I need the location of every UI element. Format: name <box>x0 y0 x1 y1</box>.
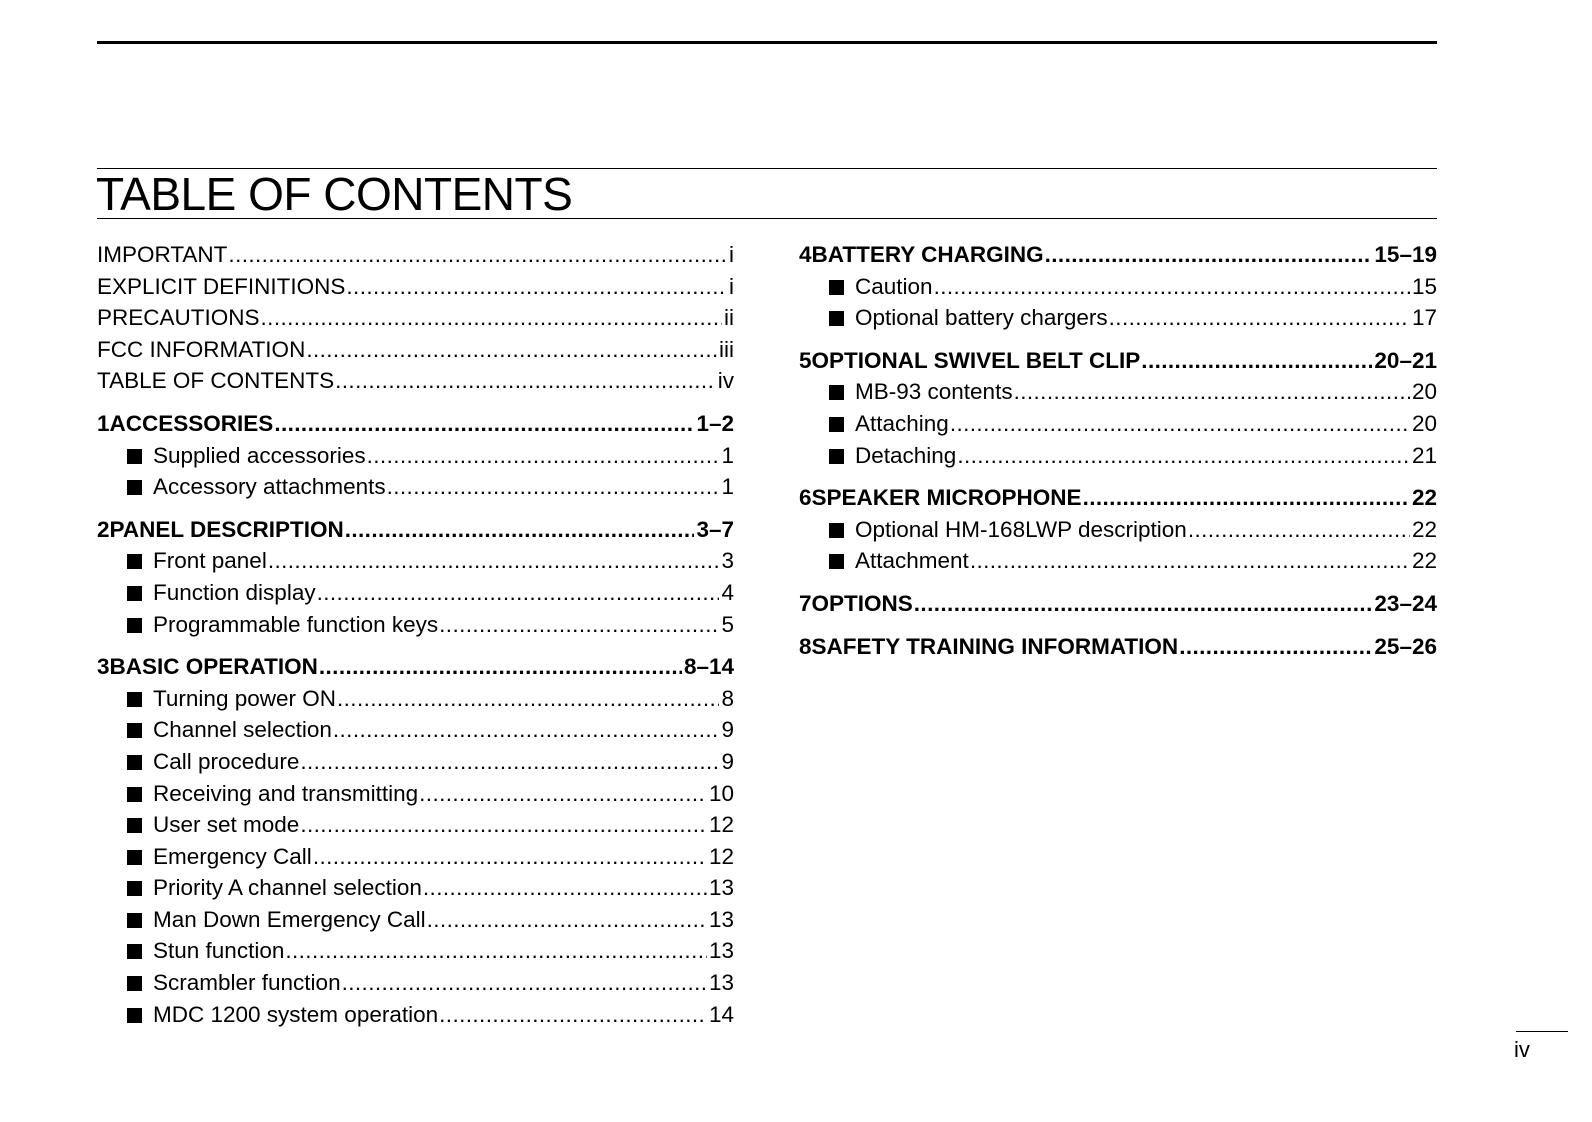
toc-chapter-entry[interactable] <box>799 239 1437 271</box>
toc-entry-text: PRECAUTIONS <box>97 305 260 331</box>
toc-entry-text: Front panel <box>153 548 267 574</box>
toc-section-entry[interactable] <box>97 609 734 641</box>
square-bullet-icon <box>829 311 844 326</box>
toc-page-ref: 9 <box>721 748 734 774</box>
toc-page-ref: 10 <box>708 780 734 806</box>
toc-section-entry[interactable] <box>799 440 1437 472</box>
dot-leader <box>274 408 694 440</box>
toc-page-ref: iii <box>719 336 734 362</box>
toc-entry-label <box>127 746 299 778</box>
toc-entry-text: ACCESSORIES <box>109 410 274 436</box>
dot-leader <box>300 746 719 778</box>
toc-page-ref: 5 <box>721 611 734 637</box>
toc-page-ref: 1–2 <box>696 410 734 436</box>
toc-front-entry[interactable] <box>97 365 734 397</box>
toc-entry-label <box>110 408 274 440</box>
toc-page-ref: 1 <box>721 474 734 500</box>
toc-page-ref: 22 <box>1411 516 1437 542</box>
square-bullet-icon <box>127 850 142 865</box>
toc-section-entry[interactable] <box>97 904 734 936</box>
toc-page-ref: 12 <box>708 843 734 869</box>
header-rule <box>97 41 1437 44</box>
toc-entry-label <box>812 482 1082 514</box>
toc-page-ref: 1 <box>721 442 734 468</box>
toc-entry-label <box>829 408 949 440</box>
toc-entry-text: FCC INFORMATION <box>97 336 306 362</box>
toc-entry-text: Stun function <box>153 938 285 964</box>
toc-section-entry[interactable] <box>97 872 734 904</box>
chapter-number: 7 <box>799 590 812 616</box>
toc-entry-text: Call procedure <box>153 748 300 774</box>
toc-entry-label <box>812 631 1179 663</box>
toc-section-entry[interactable] <box>97 778 734 810</box>
toc-section-entry[interactable] <box>97 714 734 746</box>
dot-leader <box>268 545 720 577</box>
toc-section-entry[interactable] <box>97 841 734 873</box>
toc-entry-label <box>127 440 366 472</box>
toc-section-entry[interactable] <box>97 471 734 503</box>
toc-page-ref: i <box>729 273 734 299</box>
toc-page-ref: 21 <box>1411 442 1437 468</box>
toc-page-ref: ii <box>724 305 734 331</box>
toc-chapter-entry[interactable] <box>799 345 1437 377</box>
chapter-number: 5 <box>799 347 812 373</box>
square-bullet-icon <box>127 618 142 633</box>
toc-page-ref: 13 <box>708 906 734 932</box>
toc-entry-label <box>829 302 1108 334</box>
dot-leader <box>1179 631 1372 663</box>
toc-section-entry[interactable] <box>799 545 1437 577</box>
toc-entry-text: TABLE OF CONTENTS <box>97 368 335 394</box>
dot-leader <box>387 471 720 503</box>
toc-entry-text: OPTIONS <box>811 590 913 616</box>
page-number: iv <box>1514 1037 1530 1062</box>
dot-leader <box>419 778 707 810</box>
toc-entry-text: BASIC OPERATION <box>109 654 318 680</box>
dot-leader <box>1045 239 1373 271</box>
toc-page-ref: 20 <box>1411 410 1437 436</box>
toc-entry-label <box>829 440 956 472</box>
square-bullet-icon <box>127 586 142 601</box>
square-bullet-icon <box>127 944 142 959</box>
toc-entry-text: Turning power ON <box>153 685 336 711</box>
toc-page-ref: 13 <box>708 970 734 996</box>
toc-entry-text: MB-93 contents <box>855 379 1013 405</box>
square-bullet-icon <box>127 787 142 802</box>
toc-section-entry[interactable] <box>799 408 1437 440</box>
dot-leader <box>319 651 682 683</box>
dot-leader <box>261 302 722 334</box>
square-bullet-icon <box>127 723 142 738</box>
toc-front-entry[interactable] <box>97 334 734 366</box>
toc-entry-text: Detaching <box>855 442 957 468</box>
toc-entry-label <box>829 271 933 303</box>
toc-page-ref: 8 <box>721 685 734 711</box>
toc-section-entry[interactable] <box>97 683 734 715</box>
square-bullet-icon <box>127 913 142 928</box>
dot-leader <box>950 408 1410 440</box>
toc-entry-text: Attaching <box>855 410 949 436</box>
toc-page-ref: 20 <box>1411 379 1437 405</box>
toc-page-ref: 4 <box>721 579 734 605</box>
chapter-number: 2 <box>97 516 110 542</box>
toc-entry-label <box>97 239 227 271</box>
dot-leader <box>1014 376 1410 408</box>
toc-section-entry[interactable] <box>97 999 734 1031</box>
dot-leader <box>427 904 707 936</box>
dot-leader <box>228 239 727 271</box>
toc-chapter-entry[interactable] <box>97 651 734 683</box>
toc-chapter-entry[interactable] <box>97 514 734 546</box>
toc-page-ref: 22 <box>1411 485 1437 511</box>
toc-entry-text: Accessory attachments <box>153 474 386 500</box>
toc-section-entry[interactable] <box>97 809 734 841</box>
toc-entry-label <box>110 514 344 546</box>
dot-leader <box>337 683 719 715</box>
toc-entry-text: EXPLICIT DEFINITIONS <box>97 273 346 299</box>
toc-entry-label <box>97 271 345 303</box>
toc-left-column <box>97 239 734 1030</box>
toc-chapter-entry[interactable] <box>799 588 1437 620</box>
toc-entry-label <box>127 577 316 609</box>
footer-rule <box>1516 1031 1568 1032</box>
toc-page-ref: 20–21 <box>1374 347 1437 373</box>
dot-leader <box>1141 345 1372 377</box>
toc-entry-label <box>812 588 913 620</box>
toc-section-entry[interactable] <box>97 440 734 472</box>
toc-section-entry[interactable] <box>799 376 1437 408</box>
dot-leader <box>346 271 727 303</box>
toc-entry-label <box>127 904 426 936</box>
dot-leader <box>1188 514 1410 546</box>
toc-entry-text: IMPORTANT <box>97 242 228 267</box>
page-title: TABLE OF CONTENTS <box>96 168 573 220</box>
toc-entry-label <box>812 239 1044 271</box>
toc-page-ref: 3 <box>721 548 734 574</box>
toc-entry-label <box>812 345 1141 377</box>
square-bullet-icon <box>829 523 844 538</box>
toc-page-ref: 25–26 <box>1374 633 1437 659</box>
toc-entry-label <box>127 714 332 746</box>
toc-page-ref: i <box>729 242 734 267</box>
dot-leader <box>333 714 720 746</box>
chapter-number: 4 <box>799 242 812 267</box>
toc-entry-text: User set mode <box>153 812 300 838</box>
toc-entry-label <box>127 967 341 999</box>
square-bullet-icon <box>127 449 142 464</box>
toc-entry-text: BATTERY CHARGING <box>811 242 1044 267</box>
chapter-number: 8 <box>799 633 812 659</box>
chapter-number: 6 <box>799 485 812 511</box>
toc-section-entry[interactable] <box>799 514 1437 546</box>
square-bullet-icon <box>127 480 142 495</box>
toc-entry-text: Attachment <box>855 548 969 574</box>
toc-entry-text: Supplied accessories <box>153 442 366 468</box>
toc-page-ref: 3–7 <box>696 516 734 542</box>
square-bullet-icon <box>829 449 844 464</box>
toc-entry-label <box>127 999 438 1031</box>
toc-section-entry[interactable] <box>97 746 734 778</box>
dot-leader <box>1083 482 1410 514</box>
toc-entry-label <box>829 376 1013 408</box>
toc-entry-text: Function display <box>153 579 316 605</box>
square-bullet-icon <box>829 554 844 569</box>
toc-entry-label <box>110 651 318 683</box>
toc-entry-label <box>127 545 267 577</box>
toc-entry-text: Caution <box>855 273 933 299</box>
toc-entry-label <box>127 872 422 904</box>
toc-entry-label <box>829 514 1187 546</box>
toc-entry-text: Optional HM-168LWP description <box>855 516 1187 542</box>
toc-page-ref: 14 <box>708 1001 734 1027</box>
toc-front-entry[interactable] <box>97 239 734 271</box>
dot-leader <box>914 588 1373 620</box>
dot-leader <box>367 440 720 472</box>
toc-chapter-entry[interactable] <box>97 408 734 440</box>
dot-leader <box>300 809 707 841</box>
square-bullet-icon <box>127 976 142 991</box>
toc-entry-text: Emergency Call <box>153 843 312 869</box>
toc-page-ref: 12 <box>708 812 734 838</box>
toc-chapter-entry[interactable] <box>799 631 1437 663</box>
toc-entry-text: Optional battery chargers <box>855 305 1108 331</box>
toc-front-entry[interactable] <box>97 302 734 334</box>
toc-entry-text: Priority A channel selection <box>153 875 422 901</box>
toc-entry-text: SAFETY TRAINING INFORMATION <box>811 633 1179 659</box>
toc-entry-label <box>127 778 418 810</box>
toc-entry-label <box>829 545 969 577</box>
toc-entry-text: Man Down Emergency Call <box>153 906 426 932</box>
toc-entry-label <box>97 334 305 366</box>
square-bullet-icon <box>127 881 142 896</box>
toc-section-entry[interactable] <box>97 577 734 609</box>
toc-page-ref: 15–19 <box>1374 242 1437 267</box>
toc-front-entry[interactable] <box>97 271 734 303</box>
toc-section-entry[interactable] <box>97 935 734 967</box>
toc-page-ref: 8–14 <box>683 654 734 680</box>
toc-entry-text: Receiving and transmitting <box>153 780 419 806</box>
square-bullet-icon <box>127 755 142 770</box>
dot-leader <box>317 577 720 609</box>
dot-leader <box>934 271 1410 303</box>
toc-entry-label <box>127 471 386 503</box>
toc-entry-label <box>127 609 438 641</box>
dot-leader <box>1109 302 1410 334</box>
toc-page-ref: iv <box>717 368 734 394</box>
toc-entry-label <box>127 935 284 967</box>
dot-leader <box>285 935 707 967</box>
dot-leader <box>423 872 707 904</box>
toc-entry-label <box>127 841 312 873</box>
toc-entry-text: PANEL DESCRIPTION <box>109 516 344 542</box>
dot-leader <box>439 609 719 641</box>
dot-leader <box>313 841 707 873</box>
toc-section-entry[interactable] <box>799 302 1437 334</box>
toc-page-ref: 15 <box>1411 273 1437 299</box>
toc-section-entry[interactable] <box>97 545 734 577</box>
dot-leader <box>439 999 707 1031</box>
square-bullet-icon <box>127 554 142 569</box>
dot-leader <box>306 334 717 366</box>
square-bullet-icon <box>829 385 844 400</box>
toc-entry-text: OPTIONAL SWIVEL BELT CLIP <box>811 347 1141 373</box>
square-bullet-icon <box>829 280 844 295</box>
toc-entry-label <box>127 809 299 841</box>
square-bullet-icon <box>127 692 142 707</box>
toc-page-ref: 22 <box>1411 548 1437 574</box>
toc-entry-text: Scrambler function <box>153 970 341 996</box>
toc-entry-text: Channel selection <box>153 717 332 743</box>
toc-entry-label <box>127 683 336 715</box>
title-rule-bottom <box>97 218 1437 219</box>
toc-section-entry[interactable] <box>799 271 1437 303</box>
toc-section-entry[interactable] <box>97 967 734 999</box>
toc-entry-text: MDC 1200 system operation <box>153 1001 439 1027</box>
dot-leader <box>970 545 1410 577</box>
dot-leader <box>342 967 707 999</box>
square-bullet-icon <box>127 1008 142 1023</box>
toc-chapter-entry[interactable] <box>799 482 1437 514</box>
toc-page-ref: 13 <box>708 938 734 964</box>
toc-page-ref: 9 <box>721 717 734 743</box>
toc-page-ref: 17 <box>1411 305 1437 331</box>
toc-right-column <box>799 239 1437 662</box>
square-bullet-icon <box>829 417 844 432</box>
chapter-number: 3 <box>97 654 110 680</box>
toc-entry-label <box>97 302 260 334</box>
dot-leader <box>345 514 695 546</box>
toc-entry-label <box>97 365 334 397</box>
square-bullet-icon <box>127 818 142 833</box>
dot-leader <box>335 365 716 397</box>
toc-entry-text: Programmable function keys <box>153 611 439 637</box>
dot-leader <box>957 440 1410 472</box>
toc-page-ref: 13 <box>708 875 734 901</box>
chapter-number: 1 <box>97 410 110 436</box>
toc-page-ref: 23–24 <box>1374 590 1437 616</box>
toc-entry-text: SPEAKER MICROPHONE <box>811 485 1082 511</box>
